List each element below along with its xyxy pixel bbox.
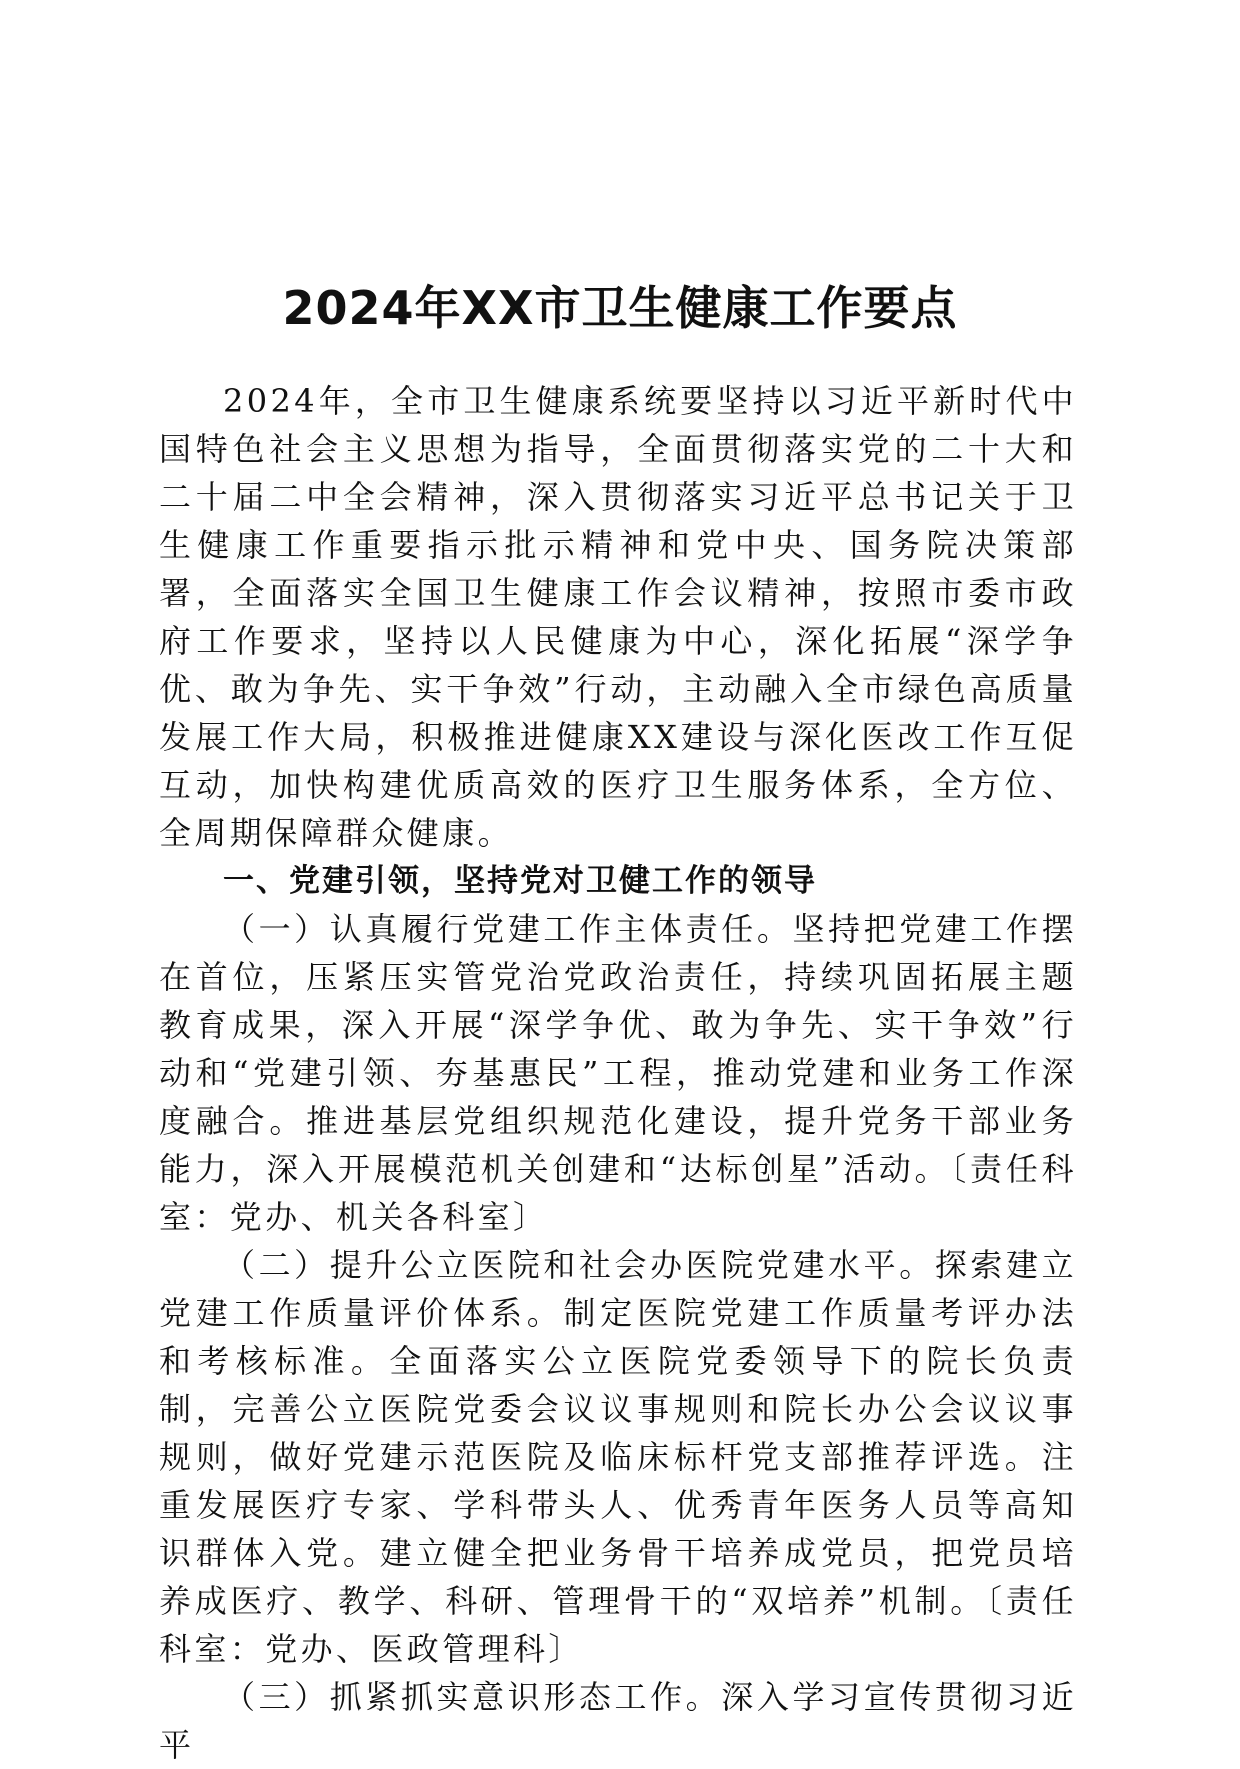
section-heading-party-building: 一、党建引领，坚持党对卫健工作的领导 [223,863,817,899]
document-title: 2024年XX市卫生健康工作要点 [282,280,958,335]
item-paragraph-2: （二）提升公立医院和社会办医院党建水平。探索建立党建工作质量评价体系。制定医院党建工作质量考评办法和考核标准。全面落实公立医院党委领导下的院长负责制，完善公立医院党委会议议事规则和院长办公会议议事规则，做好党建示范医院及临床标杆党支部推荐评选。注重发展医疗专家、学科带头人、优秀青年医务人员等高知识群体入党。建立健全把业务骨干培养成党员，把党员培养成医疗、教学、科研、管理骨干的“双培养”机制。〔责任科室：党办、医政管理科〕 [159,1246,1077,1668]
item-paragraph-3: （三）抓紧抓实意识形态工作。深入学习宣传贯彻习近平 [159,1678,1077,1764]
document-body [159,377,1077,1769]
intro-paragraph: 2024年，全市卫生健康系统要坚持以习近平新时代中国特色社会主义思想为指导，全面贯彻落实党的二十大和二十届二中全会精神，深入贯彻落实习近平总书记关于卫生健康工作重要指示批示精神和党中央、国务院决策部署，全面落实全国卫生健康工作会议精神，按照市委市政府工作要求，坚持以人民健康为中心，深化拓展“深学争优、敢为争先、实干争效”行动，主动融入全市绿色高质量发展工作大局，积极推进健康XX建设与深化医改工作互促互动，加快构建优质高效的医疗卫生服务体系，全方位、全周期保障群众健康。 [159,382,1077,852]
item-paragraph-1: （一）认真履行党建工作主体责任。坚持把党建工作摆在首位，压紧压实管党治党政治责任，持续巩固拓展主题教育成果，深入开展“深学争优、敢为争先、实干争效”行动和“党建引领、夯基惠民”工程，推动党建和业务工作深度融合。推进基层党组织规范化建设，提升党务干部业务能力，深入开展模范机关创建和“达标创星”活动。〔责任科室：党办、机关各科室〕 [159,910,1077,1236]
